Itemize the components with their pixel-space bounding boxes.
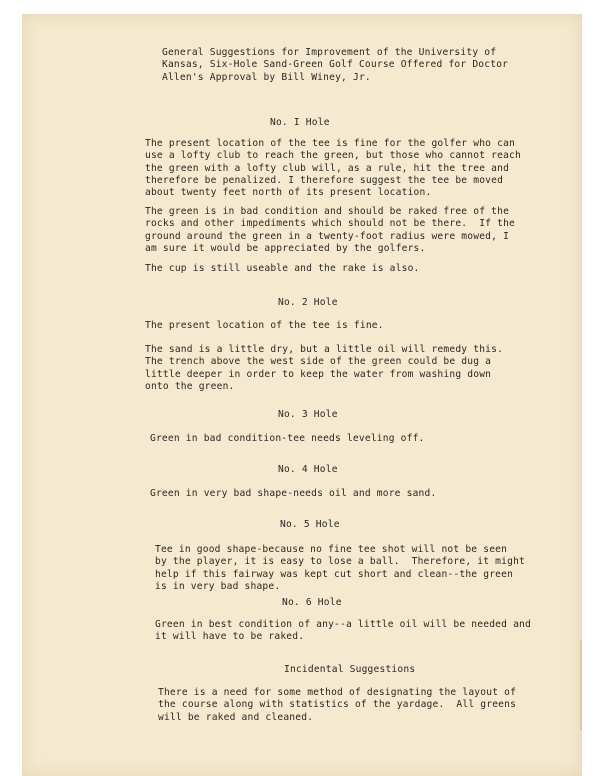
hole-2-paragraph-2 (145, 344, 503, 393)
text-line: ground around the green in a twenty-foot radius were mowed, I (145, 230, 510, 242)
text-line: will be raked and cleaned. (158, 711, 314, 723)
text-line: by the player, it is easy to lose a ball. Therefore, it might (155, 556, 526, 568)
text-line: the green with a lofty club will, as a rule, hit the tree and (145, 162, 510, 174)
hole-6-heading: No. 6 Hole (282, 597, 342, 608)
hole-4-heading: No. 4 Hole (278, 464, 338, 475)
hole-3-paragraph-1 (150, 433, 425, 445)
text-line: therefore be penalized. I therefore suggest the tee be moved (145, 174, 504, 186)
text-line: the course along with statistics of the yardage. All greens (158, 699, 517, 711)
hole-6-paragraph-1 (155, 619, 531, 644)
hole-1-heading: No. I Hole (270, 117, 330, 128)
paper-edge-wear (580, 640, 582, 730)
text-line: Green in bad condition-tee needs leveling off. (150, 433, 425, 444)
text-line: onto the green. (145, 380, 235, 392)
text-line: it will have to be raked. (155, 631, 305, 643)
hole-1-paragraph-2 (145, 206, 515, 255)
text-line: am sure it would be appreciated by the golfers. (145, 242, 426, 254)
text-line: Green in very bad shape-needs oil and more sand. (150, 488, 437, 499)
text-line: use a lofty club to reach the green, but those who cannot reach (145, 150, 521, 162)
text-line: Tee in good shape-because no fine tee shot will not be seen (155, 544, 508, 555)
title-line: Allen's Approval by Bill Winey, Jr. (162, 71, 371, 83)
title-line: Kansas, Six-Hole Sand-Green Golf Course Offered for Doctor (162, 59, 509, 71)
text-line: The present location of the tee is fine for the golfer who can (145, 138, 516, 149)
text-line: is in very bad shape. (155, 580, 281, 592)
hole-3-heading: No. 3 Hole (278, 409, 338, 420)
incidental-heading: Incidental Suggestions (284, 664, 416, 675)
hole-4-paragraph-1 (150, 488, 436, 500)
text-line: about twenty feet north of its present location. (145, 187, 432, 199)
text-line: The cup is still useable and the rake is also. (145, 263, 420, 274)
hole-2-paragraph-1 (145, 320, 384, 332)
text-line: There is a need for some method of designating the layout of (158, 687, 517, 698)
hole-1-paragraph-3 (145, 263, 420, 275)
text-line: help if this fairway was kept cut short and clean--the green (155, 568, 514, 580)
text-line: Green in best condition of any--a little oil will be needed and (155, 619, 531, 630)
hole-2-heading: No. 2 Hole (278, 297, 338, 308)
text-line: little deeper in order to keep the water from washing down (145, 368, 492, 380)
document-title (162, 47, 508, 84)
incidental-paragraph-1 (158, 687, 516, 724)
text-line: The sand is a little dry, but a little oil will remedy this. (145, 344, 504, 355)
text-line: rocks and other impediments which should not be there. If the (145, 218, 516, 230)
hole-1-paragraph-1 (145, 138, 521, 199)
hole-5-paragraph-1 (155, 544, 525, 593)
text-line: The present location of the tee is fine. (145, 320, 384, 331)
hole-5-heading: No. 5 Hole (280, 519, 340, 530)
title-line: General Suggestions for Improvement of the University of (162, 47, 497, 58)
text-line: The green is in bad condition and should be raked free of the (145, 206, 510, 217)
text-line: The trench above the west side of the green could be dug a (145, 356, 492, 368)
